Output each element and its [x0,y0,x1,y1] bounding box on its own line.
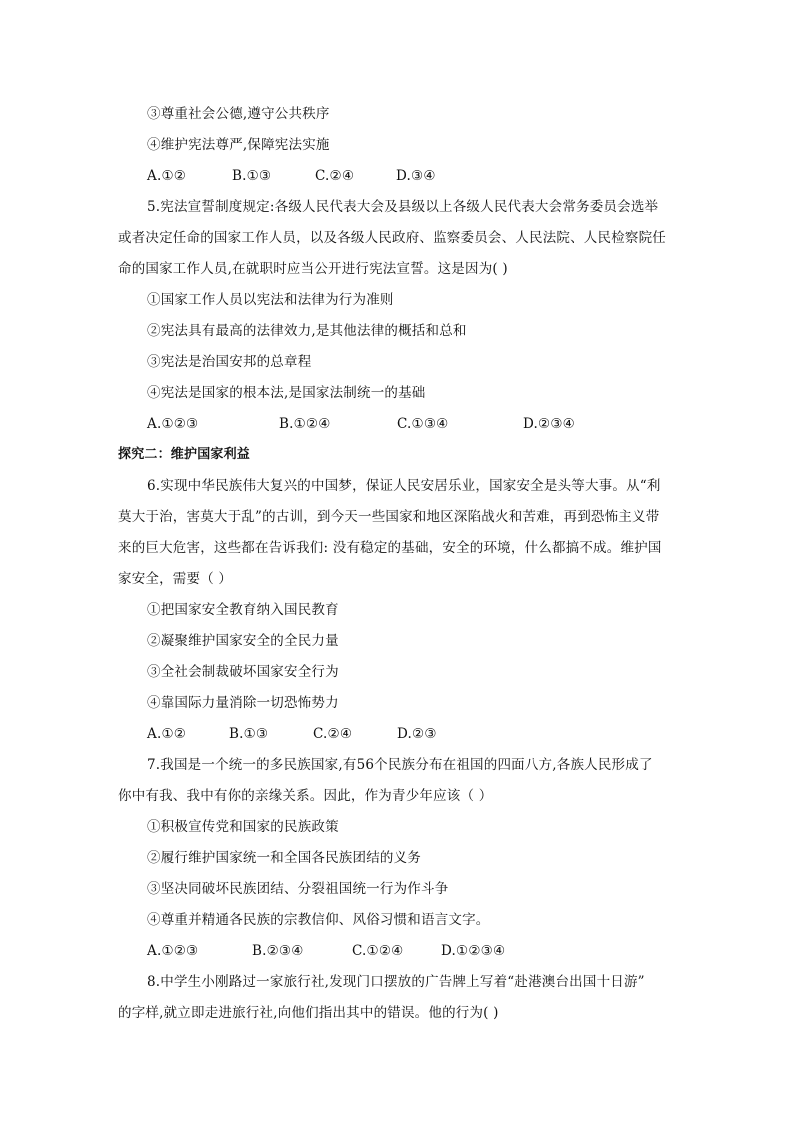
section-heading: 探究二：维护国家利益 [118,447,251,462]
q6-option-c: C.②④ [313,726,353,742]
q4-option-b: B.①③ [232,168,272,184]
q6-option-d: D.②③ [397,726,437,742]
q5-item-2: ②宪法具有最高的法律效力,是其他法律的概括和总和 [147,323,467,339]
q8-stem-line-1: 8.中学生小刚路过一家旅行社,发现门口摆放的广告牌上写着“赴港澳台出国十日游” [147,974,645,990]
q7-option-d: D.①②③④ [441,943,506,959]
q7-stem-line-1: 7.我国是一个统一的多民族国家,有56个民族分布在祖国的四面八方,各族人民形成了 [147,757,653,773]
q6-option-b: B.①③ [229,726,269,742]
q6-option-a: A.①② [147,726,187,742]
q5-option-b: B.①②④ [279,416,331,432]
q6-stem-line-4: 家安全，需要（ ） [118,571,233,587]
q5-stem-line-3: 命的国家工作人员,在就职时应当公开进行宪法宣誓。这是因为( ) [118,261,508,277]
q7-item-3: ③坚决同破坏民族团结、分裂祖国统一行为作斗争 [147,881,449,897]
q7-option-a: A.①②③ [147,943,199,959]
q4-option-a: A.①② [147,168,187,184]
q7-stem-line-2: 你中有我、我中有你的亲缘关系。因此，作为青少年应该（ ） [118,788,493,804]
q6-stem-line-2: 莫大于治，害莫大于乱”的古训，到今天一些国家和地区深陷战火和苦难，再到恐怖主义带 [118,509,660,525]
q4-item-3: ③尊重社会公德,遵守公共秩序 [147,106,330,122]
q6-item-1: ①把国家安全教育纳入国民教育 [147,602,339,618]
q5-option-d: D.②③④ [523,416,575,432]
q6-stem-line-3: 来的巨大危害，这些都在告诉我们: 没有稳定的基础，安全的环境，什么都搞不成。维护国 [118,540,662,556]
q7-option-b: B.②③④ [252,943,304,959]
q5-item-1: ①国家工作人员以宪法和法律为行为准则 [147,292,394,308]
q5-option-a: A.①②③ [147,416,199,432]
q6-item-2: ②凝聚维护国家安全的全民力量 [147,633,339,649]
q7-item-1: ①积极宣传党和国家的民族政策 [147,819,339,835]
q5-stem-line-2: 或者决定任命的国家工作人员，以及各级人民政府、监察委员会、人民法院、人民检察院任 [118,230,666,246]
q8-stem-line-2: 的字样,就立即走进旅行社,向他们指出其中的错误。他的行为( ) [118,1005,499,1021]
q5-stem-line-1: 5.宪法宣誓制度规定:各级人民代表大会及县级以上各级人民代表大会常务委员会选举 [147,199,659,215]
q4-item-4: ④维护宪法尊严,保障宪法实施 [147,137,330,153]
q5-option-c: C.①③④ [397,416,449,432]
q7-option-c: C.①②④ [352,943,404,959]
q5-item-3: ③宪法是治国安邦的总章程 [147,354,312,370]
q7-item-2: ②履行维护国家统一和全国各民族团结的义务 [147,850,421,866]
q4-option-d: D.③④ [396,168,436,184]
q6-stem-line-1: 6.实现中华民族伟大复兴的中国梦，保证人民安居乐业，国家安全是头等大事。从“利 [147,478,661,494]
q7-item-4: ④尊重并精通各民族的宗教信仰、风俗习惯和语言文字。 [147,912,490,928]
q4-option-c: C.②④ [315,168,355,184]
q6-item-3: ③全社会制裁破坏国家安全行为 [147,664,339,680]
q5-item-4: ④宪法是国家的根本法,是国家法制统一的基础 [147,385,426,401]
q6-item-4: ④靠国际力量消除一切恐怖势力 [147,695,339,711]
